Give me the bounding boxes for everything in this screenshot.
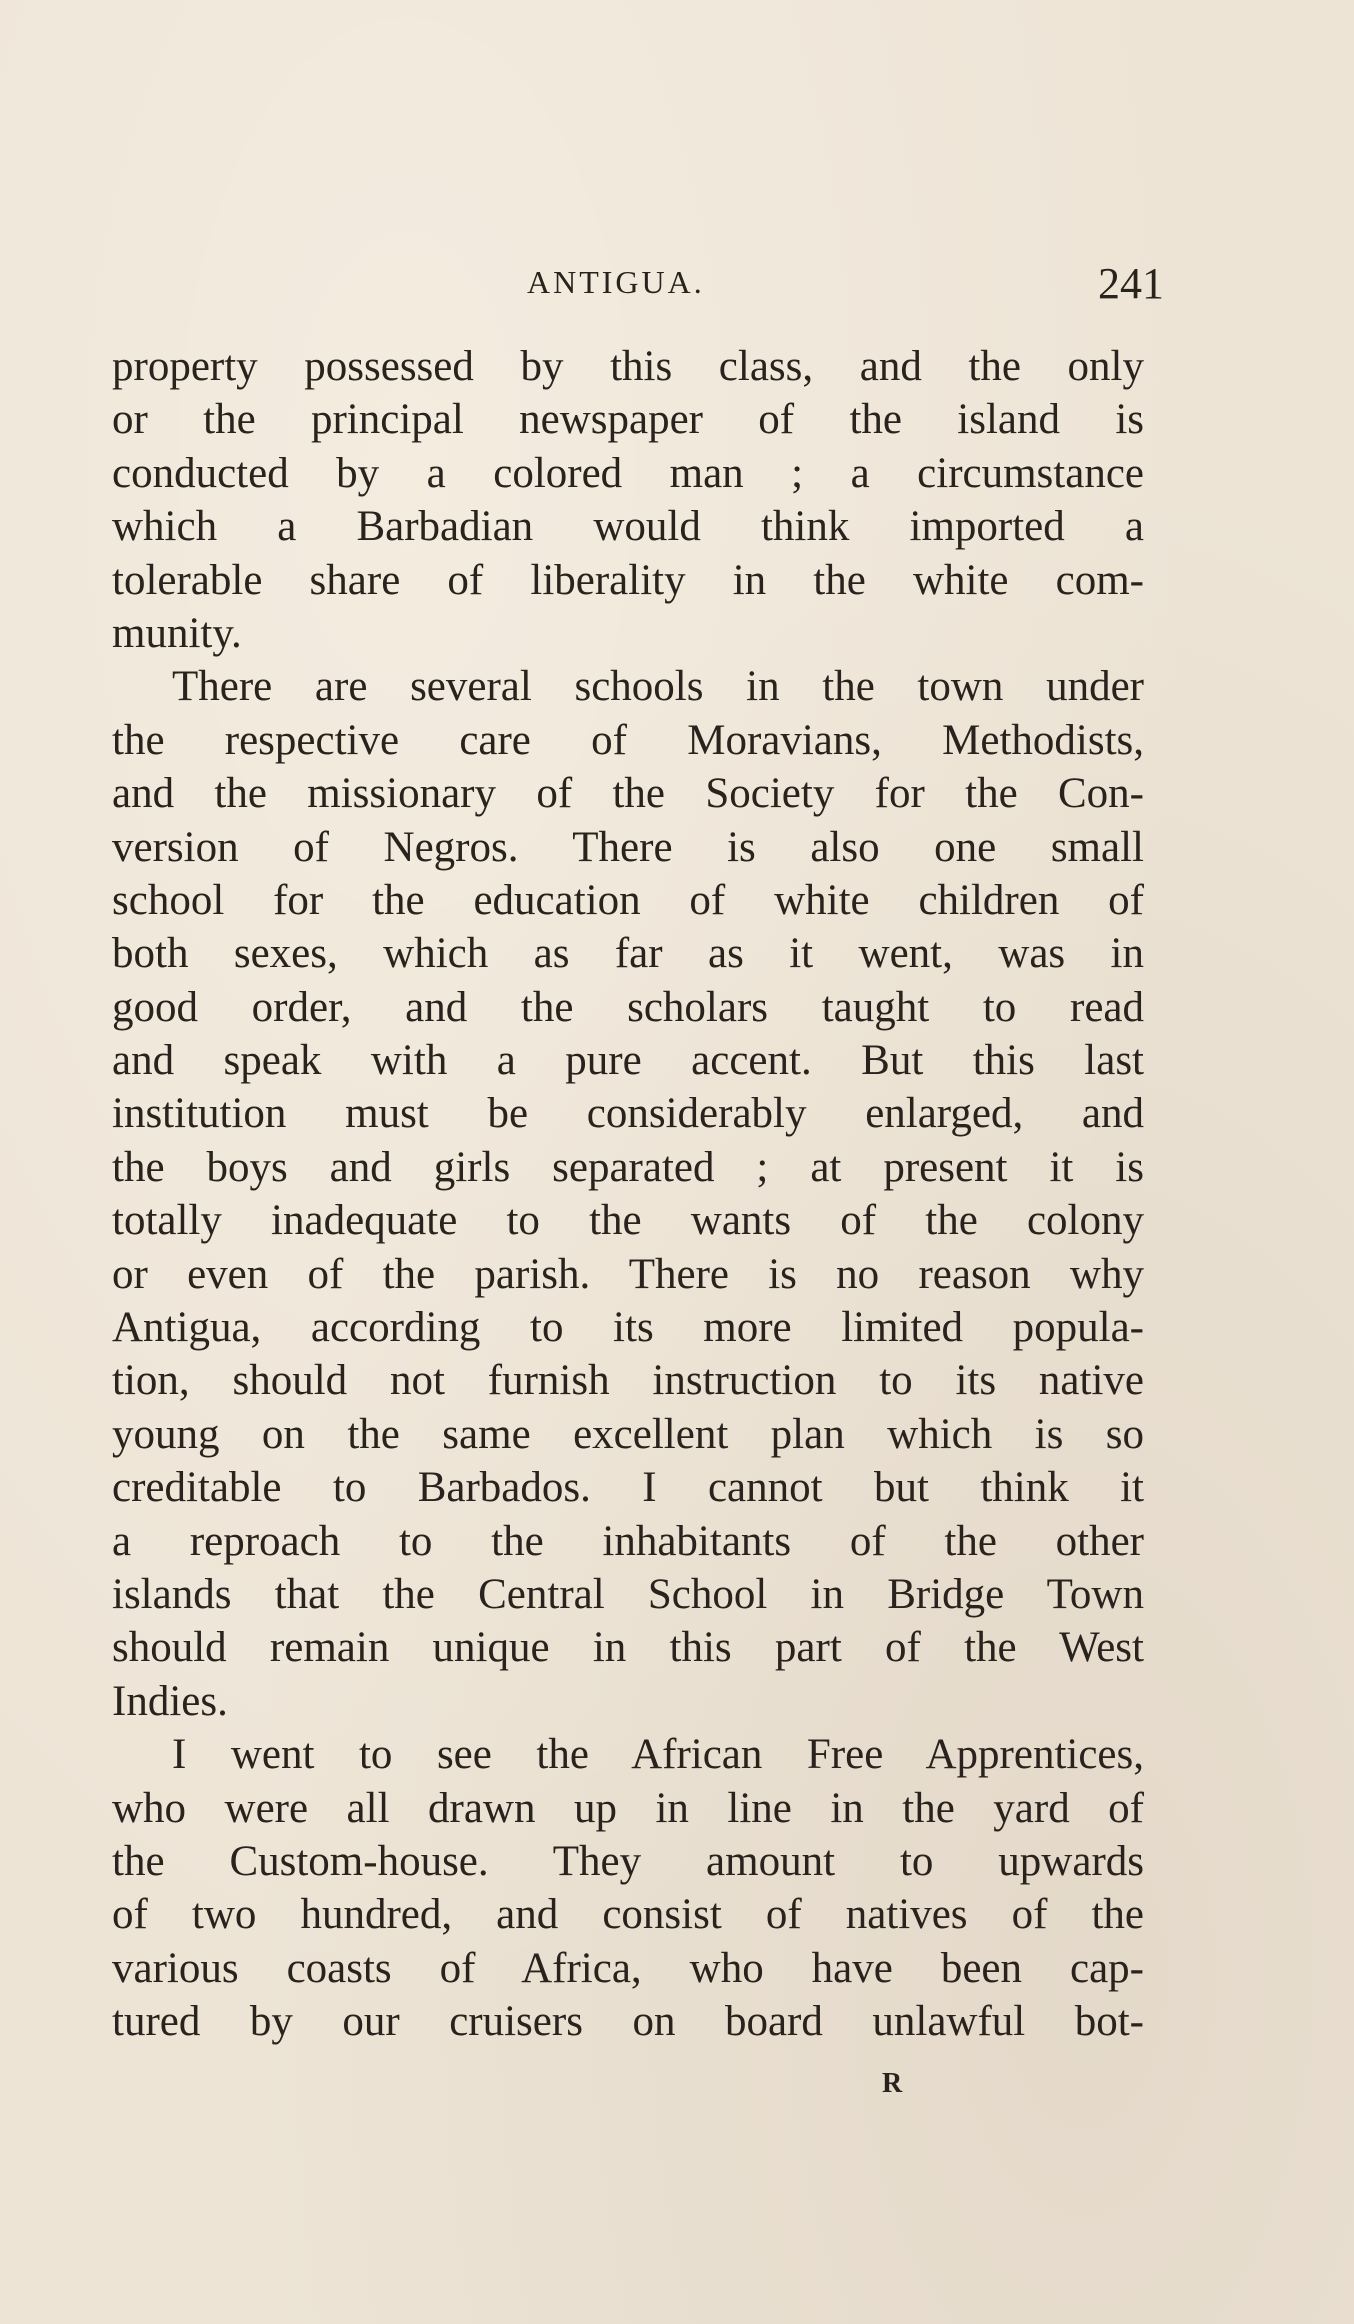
text-line: version of Negros. There is also one small [112,823,1144,871]
running-title: ANTIGUA. [527,264,705,300]
text-line: or the principal newspaper of the island is [112,396,1144,444]
text-line: or even of the parish. There is no reason why [112,1250,1144,1298]
text-line: property possessed by this class, and the only [112,343,1144,390]
text-line: tolerable share of liberality in the white com- [112,556,1144,604]
text-line: institution must be considerably enlarged, and [112,1090,1144,1138]
text-line: good order, and the scholars taught to read [112,983,1144,1031]
text-line: which a Barbadian would think imported a [112,503,1144,551]
running-head [112,258,1164,318]
text-line: the Custom-house. They amount to upwards [112,1837,1144,1885]
text-line: Antigua, according to its more limited popula- [112,1304,1144,1352]
text-line: both sexes, which as far as it went, was in [112,930,1144,978]
text-line: totally inadequate to the wants of the colony [112,1197,1144,1245]
text-line: munity. [112,609,242,657]
text-line: school for the education of white children of [112,876,1144,924]
text-line: Indies. [112,1677,228,1725]
text-line: tion, should not furnish instruction to its native [112,1357,1144,1405]
text-line: creditable to Barbados. I cannot but think it [112,1464,1144,1512]
text-line: who were all drawn up in line in the yard of [112,1784,1144,1832]
body-text [112,340,1144,2049]
text-line: tured by our cruisers on board unlawful bot- [112,1998,1144,2046]
text-line: should remain unique in this part of the West [112,1624,1144,1672]
text-line: a reproach to the inhabitants of the other [112,1517,1144,1565]
text-line: conducted by a colored man ; a circumstance [112,449,1144,497]
text-line: islands that the Central School in Bridge Town [112,1570,1144,1618]
text-line: the respective care of Moravians, Methodists, [112,716,1144,764]
text-line: the boys and girls separated ; at present it is [112,1143,1144,1191]
text-line: There are several schools in the town under [172,663,1144,711]
text-line: of two hundred, and consist of natives of the [112,1891,1144,1939]
text-line: and speak with a pure accent. But this last [112,1037,1144,1085]
text-line: and the missionary of the Society for the Con- [112,770,1144,818]
page-number: 241 [1098,259,1164,308]
text-line: I went to see the African Free Apprentices, [172,1731,1144,1779]
text-line: young on the same excellent plan which is so [112,1410,1144,1458]
signature-mark: R [882,2068,903,2099]
text-line: various coasts of Africa, who have been cap- [112,1944,1144,1992]
